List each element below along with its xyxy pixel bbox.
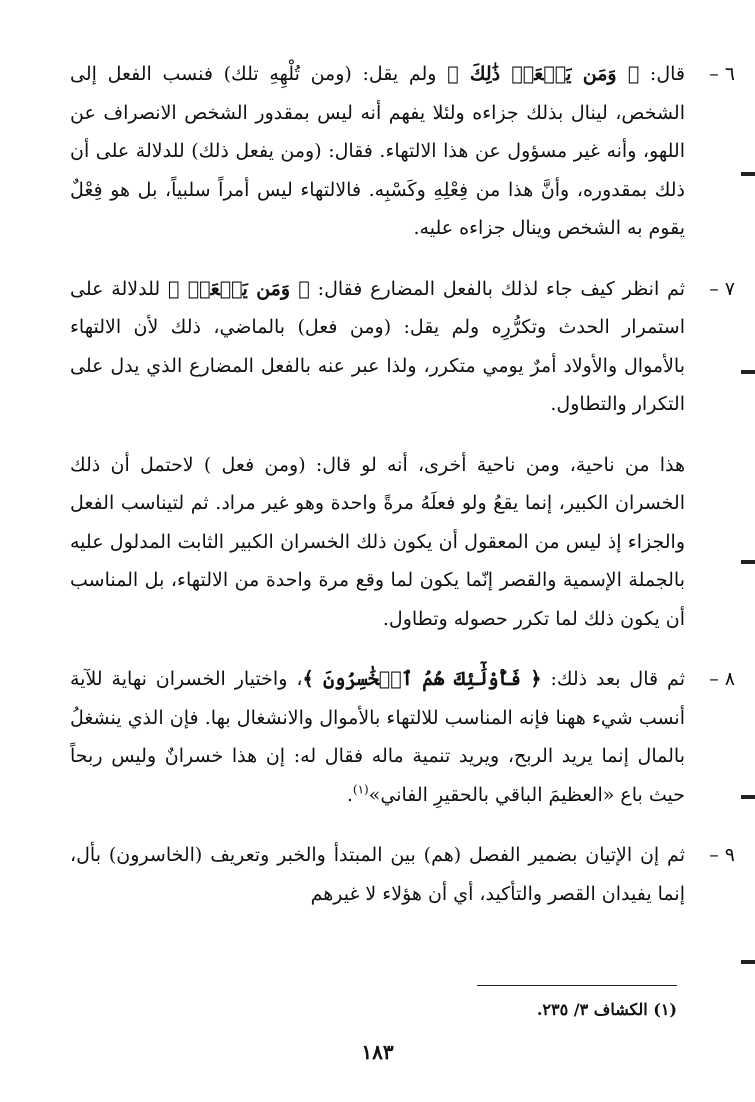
quran-quote: ﴿ فَأُوْلَٰٓئِكَ هُمُ ٱلۡخَٰسِرُونَ ﴾ <box>302 668 542 690</box>
paragraph-number: ٩ – <box>709 844 735 866</box>
paragraph <box>70 446 685 639</box>
paragraph-text: ، واختيار الخسران نهاية للآية أنسب شيء ههنا فإنه المناسب للالتهاء بالأموال والانشغال بها. فإن الذي ينشغلُ بالمال إنما يريد الربح، ويريد تنمية ماله فقال له: إن هذا خسرانٌ وليس ربحاً حيث باع «العظيمَ الباقي بالحقيرِ الفاني» <box>70 668 685 806</box>
footnote: (١) الكشاف ٣/ ٢٣٥. <box>536 1000 677 1019</box>
paragraph <box>70 836 735 913</box>
footnote-ref: (١) <box>352 782 369 797</box>
margin-mark <box>741 960 755 964</box>
page-number: ١٨٣ <box>361 1040 394 1064</box>
paragraph-text: ثم انظر كيف جاء لذلك بالفعل المضارع فقال: <box>309 277 686 300</box>
margin-mark <box>741 560 755 564</box>
paragraph-text: . <box>346 783 353 806</box>
margin-mark <box>741 370 755 374</box>
paragraph-text: قال: <box>639 63 685 85</box>
margin-mark <box>741 795 755 799</box>
paragraph-text: للدلالة على استمرار الحدث وتكرُّرِه ولم يقل: (ومن فعل) بالماضي، ذلك لأن الالتهاء بالأموال والأولاد أمرٌ يومي متكرر، ولذا عبر عنه بالفعل المضارع الذي يدل على التكرار والتطاول. <box>70 277 685 415</box>
paragraph-text: ولم يقل: (ومن تُلْهِهِ تلك) فنسب الفعل إلى الشخص، لينال بذلك جزاءه ولئلا يفهم أنه ليس بمقدور الشخص الانصراف عن اللهو، وأنه غير مسؤول عن هذا الالتهاء. فقال: (ومن يفعل ذلك) للدلالة على أن ذلك بمقدوره، وأنَّ هذا من فِعْلِهِ وكَسْبِه. فالالتهاء ليس أمراً سلبياً، بل هو فِعْلٌ يقوم به الشخص وينال جزاءه عليه. <box>70 63 685 239</box>
main-text <box>70 55 735 935</box>
paragraph <box>70 270 735 424</box>
paragraph <box>70 660 735 814</box>
paragraph-number: ٦ – <box>709 63 735 85</box>
paragraph-text: ثم إن الإتيان بضمير الفصل (هم) بين المبتدأ والخبر وتعريف (الخاسرون) بأل، إنما يفيدان القصر والتأكيد، أي أن هؤلاء لا غيرهم <box>70 844 685 905</box>
footnote-separator <box>477 985 677 986</box>
paragraph-number: ٨ – <box>709 668 735 690</box>
quran-quote: ﴿ وَمَن يَفۡعَلۡ ﴾ <box>167 277 310 300</box>
quran-quote: ﴿ وَمَن يَفۡعَلۡ ذَٰلِكَ ﴾ <box>447 63 640 85</box>
paragraph-number: ٧ – <box>709 277 735 300</box>
paragraph <box>70 55 735 248</box>
margin-mark <box>741 172 755 176</box>
paragraph-text: هذا من ناحية، ومن ناحية أخرى، أنه لو قال: (ومن فعل ) لاحتمل أن ذلك الخسران الكبير، إنما يقعُ ولو فعلَهُ مرةً واحدة وهو غير مراد. ثم لتيناسب الفعل والجزاء إذ ليس من المعقول أن يكون ذلك الخسران الكبير الثابت المدلول عليه بالجملة الإسمية والقصر إنّما يكون لما وقع مرة واحدة من الالتهاء، بل المناسب أن يكون ذلك لما تكرر حصوله وتطاول. <box>70 453 685 630</box>
paragraph-text: ثم قال بعد ذلك: <box>541 668 685 690</box>
